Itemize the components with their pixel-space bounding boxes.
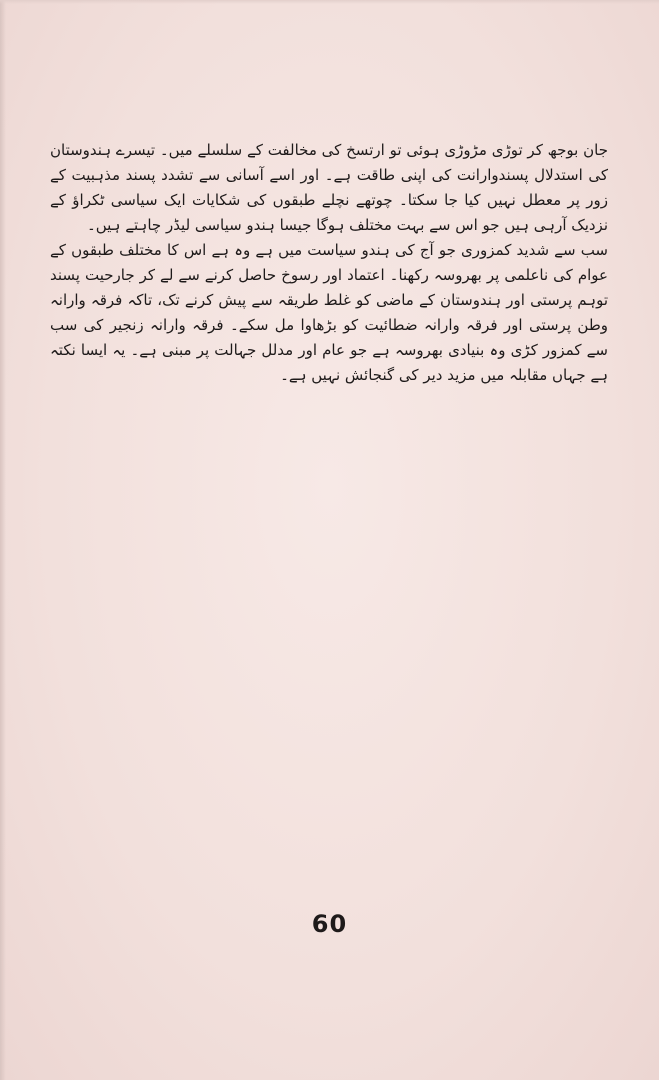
body-text [50,138,608,388]
page-number: 60 [311,910,348,938]
paragraph-2: سب سے شدید کمزوری جو آج کی ہندو سیاست میں ہے وہ ہے اس کا مختلف طبقوں کے عوام کی ناعلمی پر بھروسہ رکھنا۔ اعتماد اور رسوخ حاصل کرنے سے لے کر جارحیت پسند توہم پرستی اور ہندوستان کے ماضی کو غلط طریقہ سے پیش کرنے تک، تاکہ فرقہ وارانہ وطن پرستی اور فرقہ وارانہ ضطائیت کو بڑھاوا مل سکے۔ فرقہ وارانہ زنجیر کی سب سے کمزور کڑی وہ بنیادی بھروسہ ہے جو عام اور مدلل جہالت پر مبنی ہے۔ یہ ایسا نکتہ ہے جہاں مقابلہ میں مزید دیر کی گنجائش نہیں ہے۔ [50,241,608,384]
page-top-edge-shadow [0,0,659,4]
paragraph-1: جان بوجھ کر توڑی مڑوڑی ہوئی تو ارتسخ کی مخالفت کے سلسلے میں۔ تیسرے ہندوستان کی استدلال پسندوارانت کی اپنی طاقت ہے۔ اور اسے آسانی سے تشدد پسند مذہبیت کے زور پر معطل نہیں کیا جا سکتا۔ چوتھے نچلے طبقوں کی شکایات ایک سیاسی ٹکراؤ کے نزدیک آرہی ہیں جو اس سے بہت مختلف ہوگا جیسا ہندو سیاسی لیڈر چاہتے ہیں۔ [50,141,608,234]
